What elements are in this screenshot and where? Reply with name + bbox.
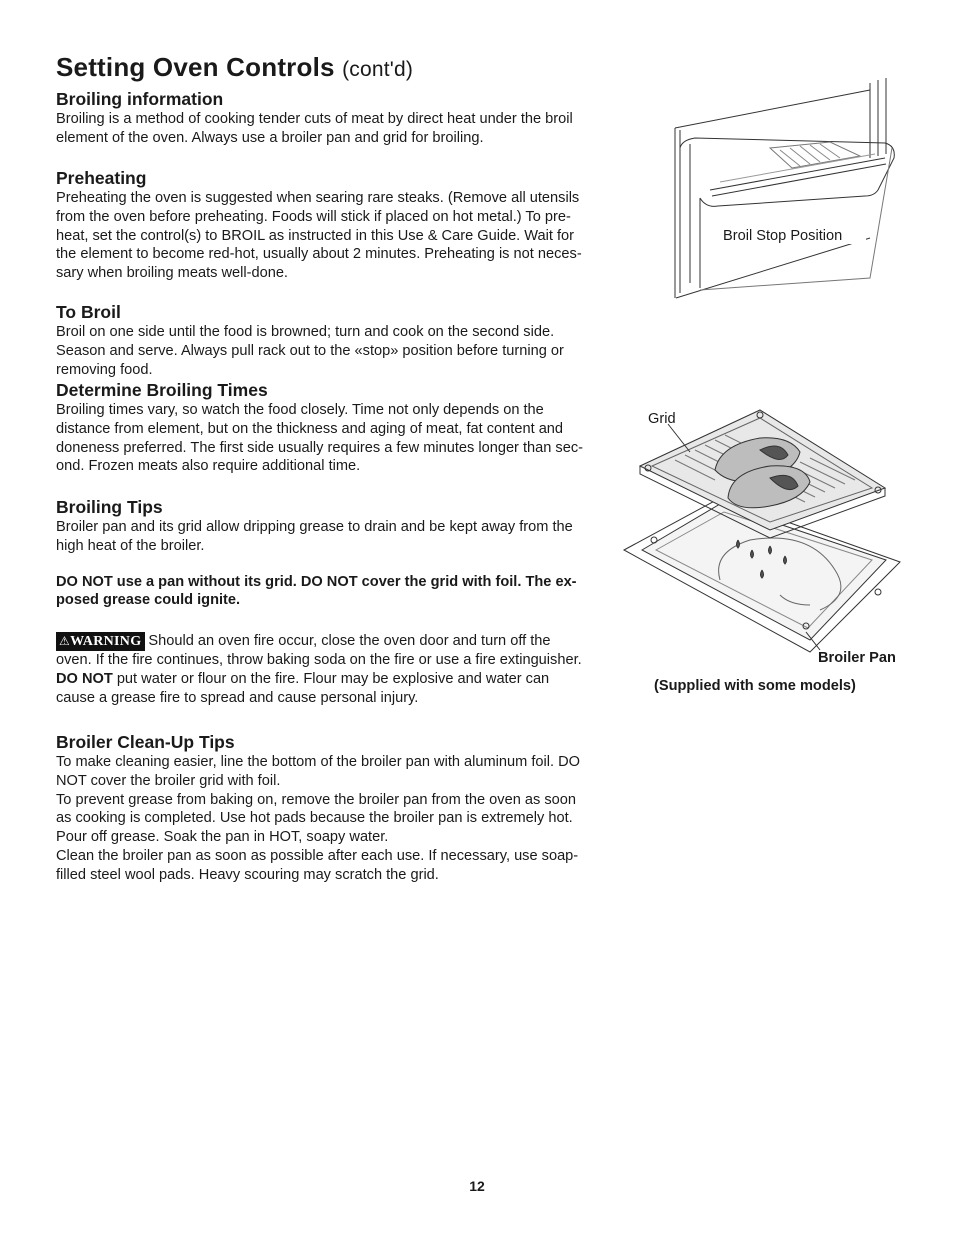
text-line: cause a grease fire to spread and cause personal injury. (56, 689, 419, 706)
text-line: element of the oven. Always use a broiler pan and grid for broiling. (56, 129, 484, 146)
text-line: removing food. (56, 361, 153, 378)
heading-broiling-tips: Broiling Tips (56, 497, 163, 517)
text-line: Clean the broiler pan as soon as possible after each use. If necessary, use soap- (56, 847, 579, 864)
heading-preheating: Preheating (56, 168, 147, 188)
page-number: 12 (469, 1178, 485, 1194)
text-line: Broiling times vary, so watch the food closely. Time not only depends on the (56, 402, 544, 418)
section-preheating (56, 168, 626, 283)
text-line: the element to become red-hot, usually about 2 minutes. Preheating is not neces- (56, 246, 582, 263)
text-line: ond. Frozen meats also require additional time. (56, 458, 361, 475)
text-line: doneness preferred. The first side usually requires a few minutes longer than sec- (56, 439, 583, 456)
heading-to-broil: To Broil (56, 302, 121, 322)
heading-cleanup-tips: Broiler Clean-Up Tips (56, 732, 235, 752)
page-title: Setting Oven Controls (cont'd) (56, 52, 414, 82)
text-line: from the oven before preheating. Foods will stick if placed on hot metal.) To pre- (56, 208, 571, 225)
broiler-pan-label: Broiler Pan (818, 650, 896, 666)
text-line: Broil on one side until the food is browned; turn and cook on the second side. (56, 324, 555, 340)
broiler-pan-illustration (620, 400, 910, 660)
grid-label: Grid (648, 411, 676, 427)
text-line: as cooking is completed. Use hot pads because the broiler pan is extremely hot. (56, 810, 573, 827)
text-line: NOT cover the broiler grid with foil. (56, 772, 281, 789)
text-line: put water or flour on the fire. Flour may be explosive and water can (112, 670, 550, 687)
section-cleanup-tips (56, 732, 626, 885)
text-line: Season and serve. Always pull rack out to the «stop» position before turning or (56, 342, 564, 359)
text-line: Broiling is a method of cooking tender cuts of meat by direct heat under the broil (56, 111, 573, 127)
text-line: To prevent grease from baking on, remove the broiler pan from the oven as soon (56, 791, 576, 808)
text-line: heat, set the control(s) to BROIL as instructed in this Use & Care Guide. Wait for (56, 227, 575, 244)
text-line: filled steel wool pads. Heavy scouring may scratch the grid. (56, 866, 439, 883)
text-line: oven. If the fire continues, throw baking soda on the fire or use a fire extinguisher. (56, 652, 582, 668)
caution-line: posed grease could ignite. (56, 592, 241, 609)
text-line: Preheating the oven is suggested when searing rare steaks. (Remove all utensils (56, 190, 580, 206)
text-line: Broiler pan and its grid allow dripping grease to drain and be kept away from the (56, 519, 573, 535)
warning-badge-text: WARNING (70, 634, 142, 649)
text-line: distance from element, but on the thickness and aging of meat, fat content and (56, 420, 564, 437)
heading-broiling-information: Broiling information (56, 89, 224, 109)
do-not-emphasis: DO NOT (56, 670, 113, 687)
text-line: Pour off grease. Soak the pan in HOT, soapy water. (56, 829, 389, 846)
warning-badge (56, 632, 145, 651)
broiler-pan-caption: (Supplied with some models) (654, 678, 856, 694)
text-line: sary when broiling meats well-done. (56, 265, 288, 282)
text-line: high heat of the broiler. (56, 537, 205, 554)
section-broiling-times (56, 380, 626, 476)
heading-broiling-times: Determine Broiling Times (56, 380, 268, 400)
warning-triangle-icon: ⚠ (59, 634, 71, 648)
section-broiling-information (56, 89, 626, 148)
caution-line: DO NOT use a pan without its grid. DO NOT cover the grid with foil. The ex- (56, 573, 577, 590)
broil-stop-position-label: Broil Stop Position (723, 228, 843, 244)
section-warning (56, 632, 626, 707)
section-to-broil (56, 302, 626, 379)
oven-broil-stop-illustration (660, 78, 920, 308)
text-line: To make cleaning easier, line the bottom of the broiler pan with aluminum foil. DO (56, 754, 581, 770)
text-line: Should an oven fire occur, close the oven door and turn off the (148, 633, 551, 649)
page-title-suffix: (cont'd) (342, 58, 414, 81)
section-broiling-tips (56, 497, 626, 610)
